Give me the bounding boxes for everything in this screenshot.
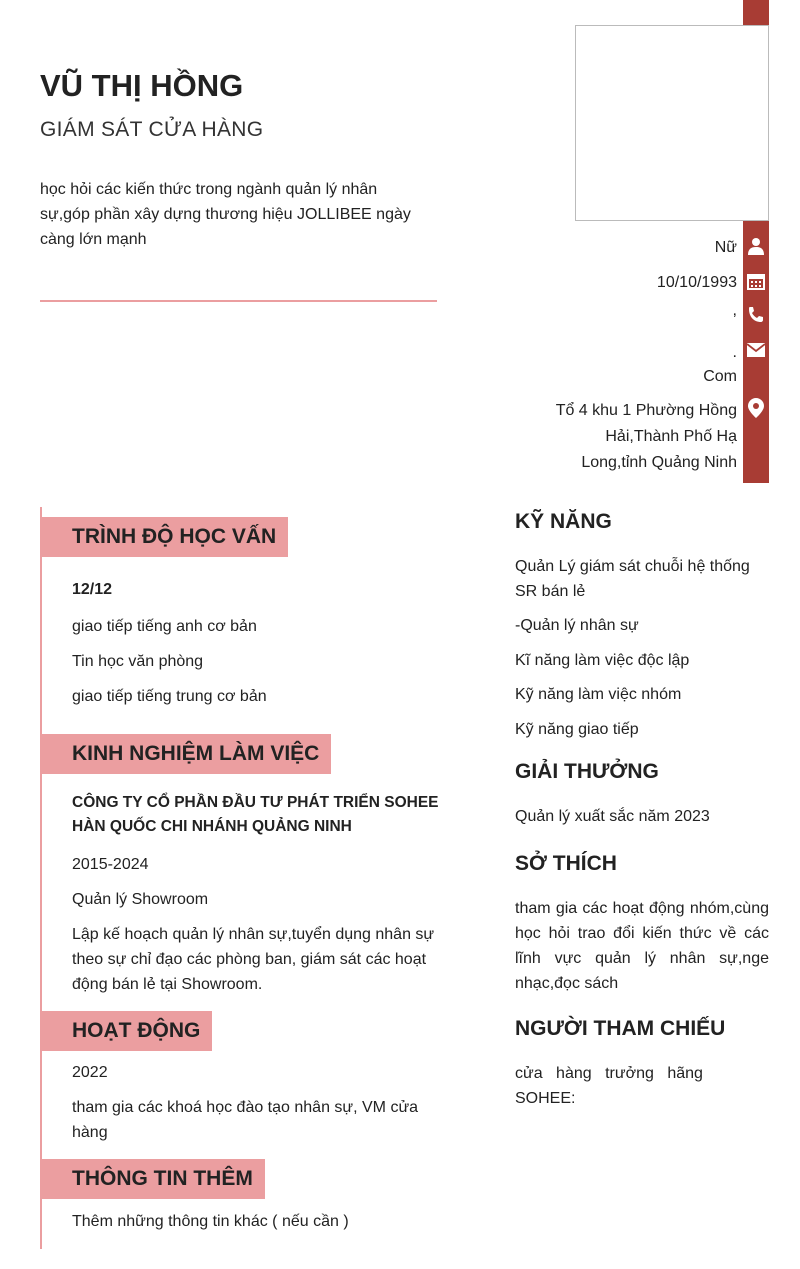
education-item: Tin học văn phòng — [72, 653, 204, 670]
skill-item: Kỹ năng giao tiếp — [515, 721, 639, 738]
education-grade: 12/12 — [72, 581, 113, 598]
location-pin-icon — [747, 399, 765, 417]
activity-year: 2022 — [72, 1064, 108, 1081]
gender: Nữ — [714, 239, 737, 256]
reference-text: cửa hàng trưởng hãng SOHEE: — [515, 1065, 703, 1107]
section-heading-activities: HOẠT ĐỘNG — [41, 1011, 212, 1051]
phone-icon — [747, 306, 765, 324]
candidate-name: VŨ THỊ HỒNG — [40, 68, 244, 103]
address: Tổ 4 khu 1 Phường Hồng Hải,Thành Phố Hạ Long,tỉnh Quảng Ninh — [555, 402, 737, 471]
education-item: giao tiếp tiếng anh cơ bản — [72, 618, 257, 635]
skill-item: Kỹ năng làm việc nhóm — [515, 686, 682, 703]
skill-item: -Quản lý nhân sự — [515, 617, 639, 634]
calendar-icon — [747, 272, 765, 290]
envelope-icon — [747, 341, 765, 359]
section-heading-skills: KỸ NĂNG — [515, 510, 612, 533]
header-divider — [40, 300, 437, 302]
experience-description: Lập kế hoạch quản lý nhân sự,tuyển dụng nhân sự theo sự chỉ đạo các phòng ban, giám sát các hoạt động bán lẻ tại Showroom. — [72, 926, 435, 993]
experience-position: Quản lý Showroom — [72, 891, 209, 908]
date-of-birth: 10/10/1993 — [656, 274, 737, 291]
activity-description: tham gia các khoá học đào tạo nhân sự, VM cửa hàng — [72, 1099, 419, 1141]
award-item: Quản lý xuất sắc năm 2023 — [515, 808, 710, 825]
experience-period: 2015-2024 — [72, 856, 149, 873]
email-line-1: . — [732, 344, 737, 361]
job-title: GIÁM SÁT CỬA HÀNG — [40, 118, 264, 141]
section-heading-extra: THÔNG TIN THÊM — [41, 1159, 265, 1199]
phone: , — [732, 302, 737, 319]
user-icon — [747, 237, 765, 255]
skill-item: Kĩ năng làm việc độc lập — [515, 652, 690, 669]
section-heading-education: TRÌNH ĐỘ HỌC VẤN — [41, 517, 288, 557]
extra-info: Thêm những thông tin khác ( nếu cần ) — [72, 1213, 349, 1230]
education-item: giao tiếp tiếng trung cơ bản — [72, 688, 267, 705]
section-heading-references: NGƯỜI THAM CHIẾU — [515, 1017, 726, 1040]
timeline-line — [40, 507, 42, 1249]
skill-item: Quản Lý giám sát chuỗi hệ thống SR bán lẻ — [515, 558, 750, 600]
section-heading-awards: GIẢI THƯỞNG — [515, 760, 659, 783]
career-objective: học hỏi các kiến thức trong ngành quản lý nhân sự,góp phần xây dựng thương hiệu JOLLIBEE ngày càng lớn mạnh — [40, 181, 411, 248]
avatar-photo — [575, 25, 769, 221]
section-heading-experience: KINH NGHIỆM LÀM VIỆC — [41, 734, 331, 774]
section-heading-hobbies: SỞ THÍCH — [515, 852, 617, 875]
hobbies-text: tham gia các hoạt động nhóm,cùng học hỏi trao đổi kiến thức về các lĩnh vực quản lý nhân sự,nge nhạc,đọc sách — [515, 900, 769, 992]
company-name: CÔNG TY CỔ PHẦN ĐẦU TƯ PHÁT TRIỂN SOHEE HÀN QUỐC CHI NHÁNH QUẢNG NINH — [72, 794, 439, 835]
email-line-2: Com — [703, 368, 737, 385]
